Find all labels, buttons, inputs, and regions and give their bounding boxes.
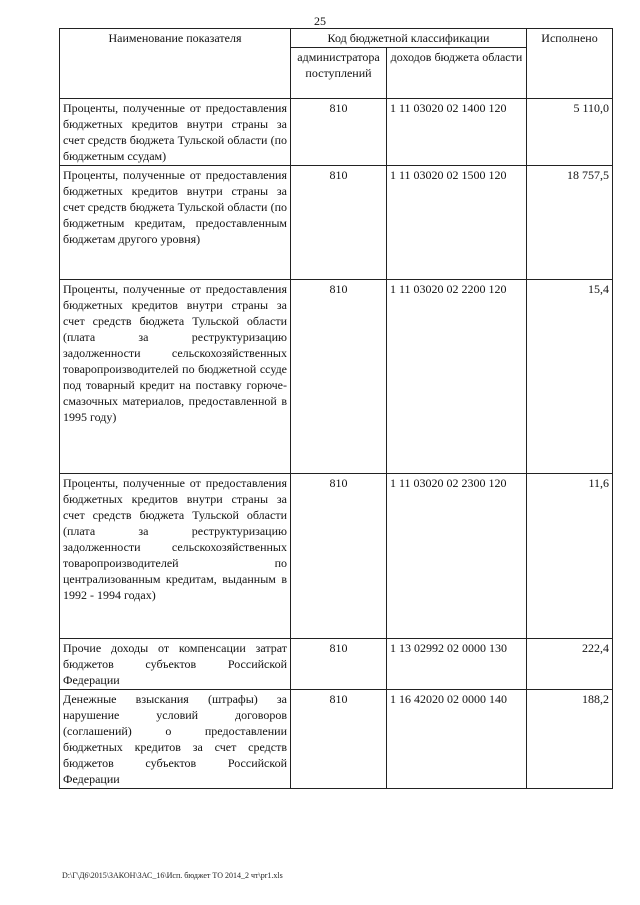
header-code: Код бюджетной классификации (291, 29, 527, 48)
row-admin: 810 (291, 166, 387, 280)
row-name: Проценты, полученные от предоставления бюджетных кредитов внутри страны за счет средств бюджета Тульской области (по бюджетным ссудам) (60, 99, 291, 166)
table-row (60, 639, 613, 690)
table-row (60, 99, 613, 166)
budget-table (59, 28, 613, 789)
header-exec: Исполнено (527, 29, 613, 99)
row-admin: 810 (291, 99, 387, 166)
table-row (60, 474, 613, 639)
row-name: Проценты, полученные от предоставления бюджетных кредитов внутри страны за счет средств бюджета Тульской области (плата за реструктуризацию задолженности сельскохозяйственных товаропроизводителей по бюджетной ссуде под товарный кредит на поставку горюче-смазочных материалов, предоставленной в 1995 году) (60, 280, 291, 474)
row-value: 222,4 (527, 639, 613, 690)
header-admin: администратора поступлений (291, 48, 387, 99)
row-admin: 810 (291, 280, 387, 474)
table-row (60, 690, 613, 789)
page-number: 25 (314, 14, 326, 28)
row-value: 18 757,5 (527, 166, 613, 280)
row-admin: 810 (291, 474, 387, 639)
row-code: 1 13 02992 02 0000 130 (387, 639, 527, 690)
table-row (60, 280, 613, 474)
header-income: доходов бюджета области (387, 48, 527, 99)
row-value: 188,2 (527, 690, 613, 789)
row-admin: 810 (291, 639, 387, 690)
row-code: 1 11 03020 02 1500 120 (387, 166, 527, 280)
row-value: 11,6 (527, 474, 613, 639)
header-name: Наименование показателя (60, 29, 291, 99)
row-code: 1 11 03020 02 1400 120 (387, 99, 527, 166)
row-code: 1 11 03020 02 2300 120 (387, 474, 527, 639)
row-value: 15,4 (527, 280, 613, 474)
row-admin: 810 (291, 690, 387, 789)
row-name: Прочие доходы от компенсации затрат бюджетов субъектов Российской Федерации (60, 639, 291, 690)
table-row (60, 166, 613, 280)
row-name: Проценты, полученные от предоставления бюджетных кредитов внутри страны за счет средств бюджета Тульской области (по бюджетным кредитам, предоставленным бюджетам другого уровня) (60, 166, 291, 280)
file-path-footer: D:\Г\Д6\2015\ЗАКОН\ЗАС_16\Исп. бюджет ТО 2014_2 чт\pr1.xls (62, 871, 283, 880)
row-name: Проценты, полученные от предоставления бюджетных кредитов внутри страны за счет средств бюджета Тульской области (плата за реструктуризацию задолженности сельскохозяйственных товаропроизводителей по централизованным кредитам, выданным в 1992 - 1994 годах) (60, 474, 291, 639)
row-name: Денежные взыскания (штрафы) за нарушение условий договоров (соглашений) о предоставлении бюджетных кредитов за счет средств бюджетов субъектов Российской Федерации (60, 690, 291, 789)
row-value: 5 110,0 (527, 99, 613, 166)
table-header-row (60, 29, 613, 48)
row-code: 1 16 42020 02 0000 140 (387, 690, 527, 789)
row-code: 1 11 03020 02 2200 120 (387, 280, 527, 474)
